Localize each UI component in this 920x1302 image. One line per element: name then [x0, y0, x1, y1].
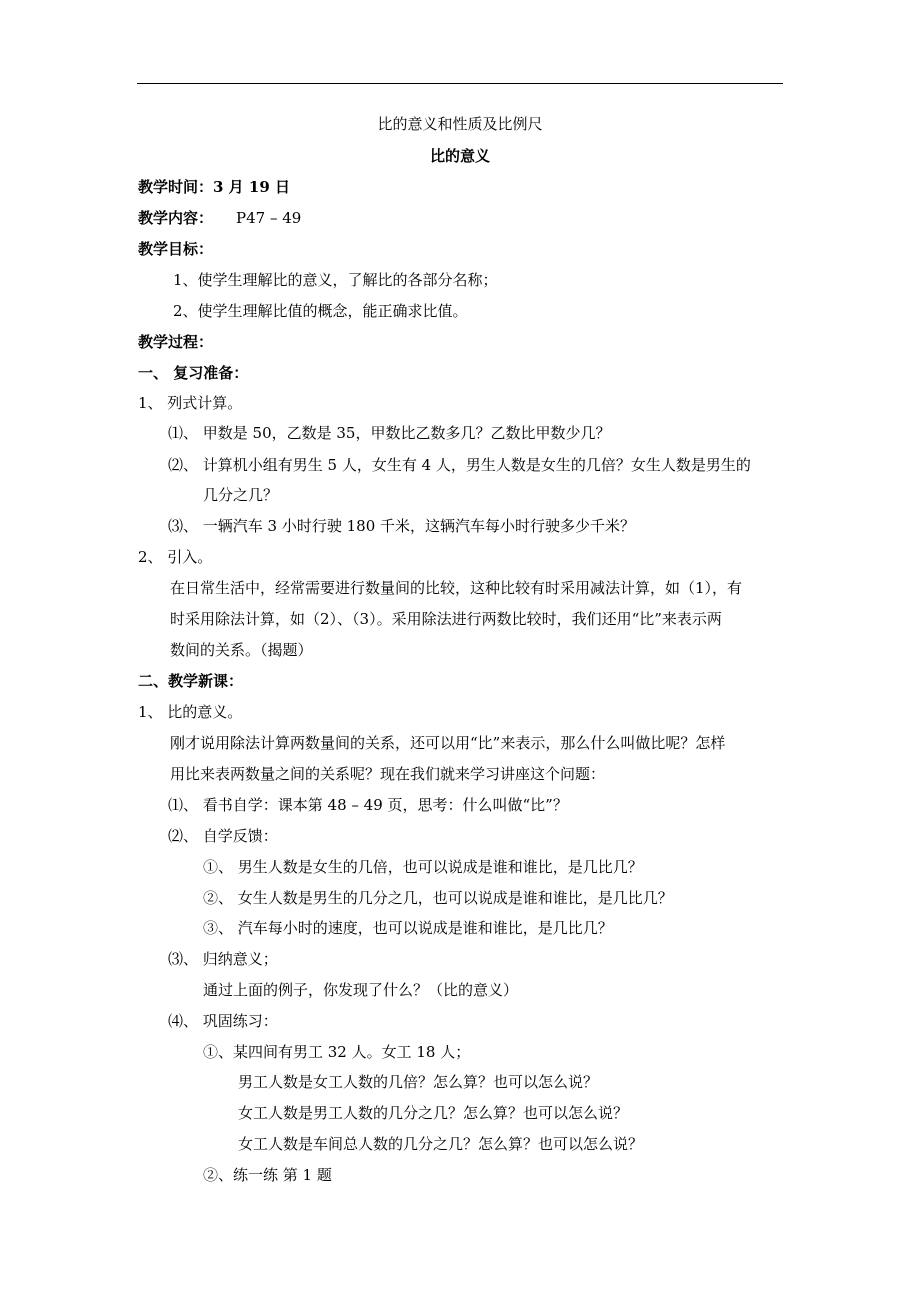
- part1-heading: 一、 复习准备：: [138, 364, 249, 382]
- header-rule: [137, 83, 783, 84]
- intro-line2: 时采用除法计算，如（2）、（3）。采用除法进行两数比较时，我们还用“比”来表示两: [170, 610, 722, 628]
- question-1: ⑴、 甲数是 50，乙数是 35，甲数比乙数多几？乙数比甲数少几？: [168, 424, 611, 442]
- para-line1: 刚才说用除法计算两数量间的关系，还可以用“比”来表示，那么什么叫做比呢？怎样: [170, 734, 726, 752]
- exercise-1-q1: 男工人数是女工人数的几倍？怎么算？也可以怎么说？: [238, 1073, 599, 1091]
- step-4: ⑷、 巩固练习：: [168, 1012, 278, 1030]
- teaching-goals-label: 教学目标：: [138, 240, 214, 258]
- goal-2: 2、使学生理解比值的概念，能正确求比值。: [173, 302, 468, 320]
- intro-line3: 数间的关系。（揭题）: [170, 641, 313, 659]
- feedback-3: ③、 汽车每小时的速度，也可以说成是谁和谁比，是几比几？: [203, 919, 613, 937]
- exercise-1: ①、某四间有男工 32 人。女工 18 人；: [203, 1043, 471, 1061]
- doc-title: 比的意义和性质及比例尺: [377, 115, 543, 133]
- teaching-content-pages: P47 – 49: [236, 209, 302, 227]
- exercise-2: ②、练一练 第 1 题: [203, 1166, 332, 1184]
- question-2-line1: ⑵、 计算机小组有男生 5 人，女生有 4 人，男生人数是女生的几倍？女生人数是男生的: [168, 456, 751, 474]
- question-3: ⑶、 一辆汽车 3 小时行驶 180 千米，这辆汽车每小时行驶多少千米？: [168, 517, 636, 535]
- part1-item2: 2、 引入。: [138, 548, 213, 566]
- part2-item1: 1、 比的意义。: [138, 703, 243, 721]
- part2-heading: 二、教学新课：: [138, 672, 244, 690]
- part1-item1: 1、 列式计算。: [138, 394, 243, 412]
- para-line2: 用比来表两数量之间的关系呢？现在我们就来学习讲座这个问题：: [170, 765, 606, 783]
- teaching-process-label: 教学过程：: [138, 333, 214, 351]
- feedback-1: ①、 男生人数是女生的几倍，也可以说成是谁和谁比，是几比几？: [203, 858, 643, 876]
- exercise-1-q3: 女工人数是车间总人数的几分之几？怎么算？也可以怎么说？: [238, 1135, 644, 1153]
- section-title: 比的意义: [429, 147, 490, 165]
- intro-line1: 在日常生活中，经常需要进行数量间的比较，这种比较有时采用减法计算，如（1），有: [170, 579, 743, 597]
- question-2-line2: 几分之几？: [203, 486, 279, 504]
- feedback-2: ②、 女生人数是男生的几分之几，也可以说成是谁和谁比，是几比几？: [203, 889, 673, 907]
- teaching-content-label: 教学内容：: [138, 209, 214, 227]
- step-1: ⑴、 看书自学：课本第 48 – 49 页，思考：什么叫做“比”？: [168, 796, 568, 814]
- teaching-time: 教学时间：3 月 19 日: [138, 178, 290, 196]
- step-3-text: 通过上面的例子，你发现了什么？（比的意义）: [203, 981, 519, 999]
- exercise-1-q2: 女工人数是男工人数的几分之几？怎么算？也可以怎么说？: [238, 1104, 629, 1122]
- step-3: ⑶、 归纳意义；: [168, 950, 278, 968]
- goal-1: 1、使学生理解比的意义，了解比的各部分名称；: [173, 271, 498, 289]
- step-2: ⑵、 自学反馈：: [168, 827, 278, 845]
